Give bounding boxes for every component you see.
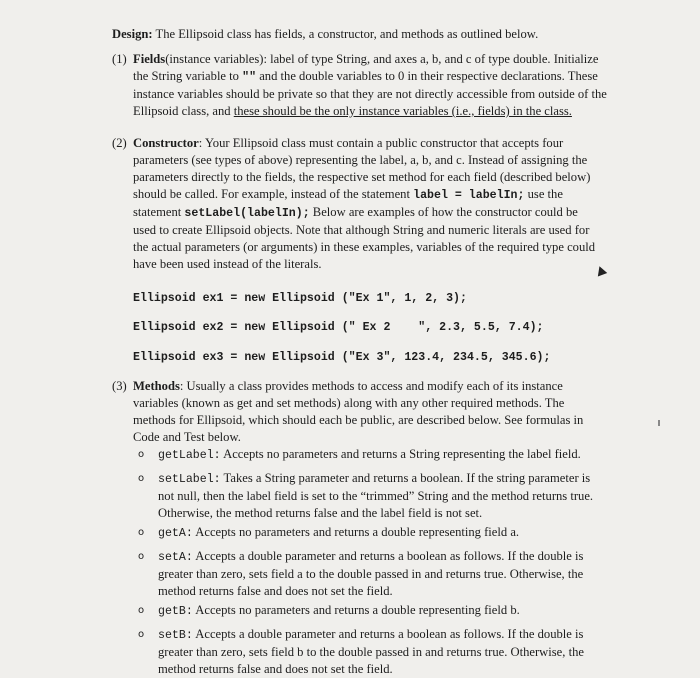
bullet-circle-icon: o: [138, 527, 145, 538]
fields-section: [112, 51, 622, 120]
method-name: getB:: [158, 605, 193, 618]
code-example-2: Ellipsoid ex2 = new Ellipsoid (" Ex 2 ", 2.3, 5.5, 7.4);: [133, 321, 544, 334]
fields-line-1: (instance variables): label of type String, and axes a, b, and c of type double. Initialize: [165, 52, 599, 66]
fields-line-2-code: "": [242, 71, 257, 84]
method-description-line: greater than zero, sets field b to the double passed in and returns true. Otherwise, the: [158, 645, 584, 659]
constructor-line-4a: should be called. For example, instead of the statement: [133, 187, 414, 201]
method-description-line: Accepts a double parameter and returns a boolean as follows. If the double is: [195, 627, 584, 641]
code-example-1: Ellipsoid ex1 = new Ellipsoid ("Ex 1", 1, 2, 3);: [133, 292, 467, 305]
method-description-line: Otherwise, the method returns false and the label field is not set.: [158, 506, 483, 520]
methods-number: (3): [112, 379, 127, 393]
method-description-line: not null, then the label field is set to the “trimmed” String and the method returns true.: [158, 489, 594, 503]
scroll-tick-mark: [658, 420, 660, 426]
bullet-circle-icon: o: [138, 551, 145, 562]
method-description-line: method returns false and does not set the field.: [158, 662, 393, 676]
constructor-line-7: the actual parameters (or arguments) in these examples, variables of the required type could: [133, 240, 596, 254]
constructor-line-4-code: label = labelIn;: [413, 189, 525, 202]
method-description-line: Accepts no parameters and returns a double representing field b.: [195, 603, 520, 617]
code-example-3: Ellipsoid ex3 = new Ellipsoid ("Ex 3", 123.4, 234.5, 345.6);: [133, 351, 551, 364]
constructor-label: Constructor: [133, 136, 199, 150]
constructor-line-5b: Below are examples of how the constructor could be: [309, 205, 578, 219]
constructor-line-2: parameters (see types of above) representing the label, a, b, and c. Instead of assigning the: [133, 153, 588, 167]
design-text: The Ellipsoid class has fields, a constructor, and methods as outlined below.: [155, 27, 539, 41]
method-bullet-item: [138, 446, 608, 464]
fields-line-4-underlined: these should be the only instance variables (i.e., fields) in the class.: [233, 104, 572, 118]
fields-number: (1): [112, 52, 127, 66]
constructor-line-5a: statement: [133, 205, 185, 219]
methods-section: [112, 378, 622, 446]
design-intro: [112, 26, 672, 43]
methods-line-4: Code and Test below.: [133, 430, 241, 444]
constructor-section: [112, 135, 622, 273]
method-name: getA:: [158, 527, 193, 540]
fields-line-3: instance variables should be private so that they are not directly accessible from outside of the: [133, 87, 607, 101]
method-bullet-item: [138, 626, 608, 678]
constructor-line-4b: use the: [524, 187, 563, 201]
constructor-line-6: used to create Ellipsoid objects. Note that although String and numeric literals are used for: [133, 223, 590, 237]
methods-line-1: : Usually a class provides methods to access and modify each of its instance: [179, 379, 563, 393]
method-bullet-item: [138, 548, 608, 600]
method-name: getLabel:: [158, 449, 221, 462]
constructor-line-3: parameters directly to the fields, the respective set method for each field (described below): [133, 170, 591, 184]
constructor-number: (2): [112, 136, 127, 150]
method-name: setA:: [158, 551, 193, 564]
methods-line-3: methods for Ellipsoid, which should each be public, are described below. See formulas in: [133, 413, 584, 427]
method-bullet-item: [138, 602, 608, 620]
methods-line-2: variables (known as get and set methods) along with any other required methods. The: [133, 396, 565, 410]
fields-line-2b: and the double variables to 0 in their respective declarations. These: [256, 69, 598, 83]
method-bullet-item: [138, 524, 608, 542]
method-description-line: Accepts no parameters and returns a String representing the label field.: [223, 447, 581, 461]
constructor-line-1: : Your Ellipsoid class must contain a public constructor that accepts four: [198, 136, 564, 150]
constructor-line-5-code: setLabel(labelIn);: [184, 207, 310, 220]
method-description-line: method returns false and does not set the field.: [158, 584, 393, 598]
bullet-circle-icon: o: [138, 473, 145, 484]
constructor-line-8: have been used instead of the literals.: [133, 257, 322, 271]
method-bullet-item: [138, 470, 608, 522]
fields-line-2a: the String variable to: [133, 69, 243, 83]
bullet-circle-icon: o: [138, 449, 145, 460]
method-name: setLabel:: [158, 473, 221, 486]
method-description-line: Accepts a double parameter and returns a boolean as follows. If the double is: [195, 549, 584, 563]
fields-line-4a: Ellipsoid class, and: [133, 104, 234, 118]
method-name: setB:: [158, 629, 193, 642]
bullet-circle-icon: o: [138, 605, 145, 616]
method-description-line: greater than zero, sets field a to the double passed in and returns true. Otherwise, the: [158, 567, 584, 581]
bullet-circle-icon: o: [138, 629, 145, 640]
fields-label: Fields: [133, 52, 166, 66]
method-description-line: Takes a String parameter and returns a boolean. If the string parameter is: [223, 471, 591, 485]
method-description-line: Accepts no parameters and returns a double representing field a.: [195, 525, 520, 539]
design-label: Design:: [112, 27, 153, 41]
methods-label: Methods: [133, 379, 180, 393]
